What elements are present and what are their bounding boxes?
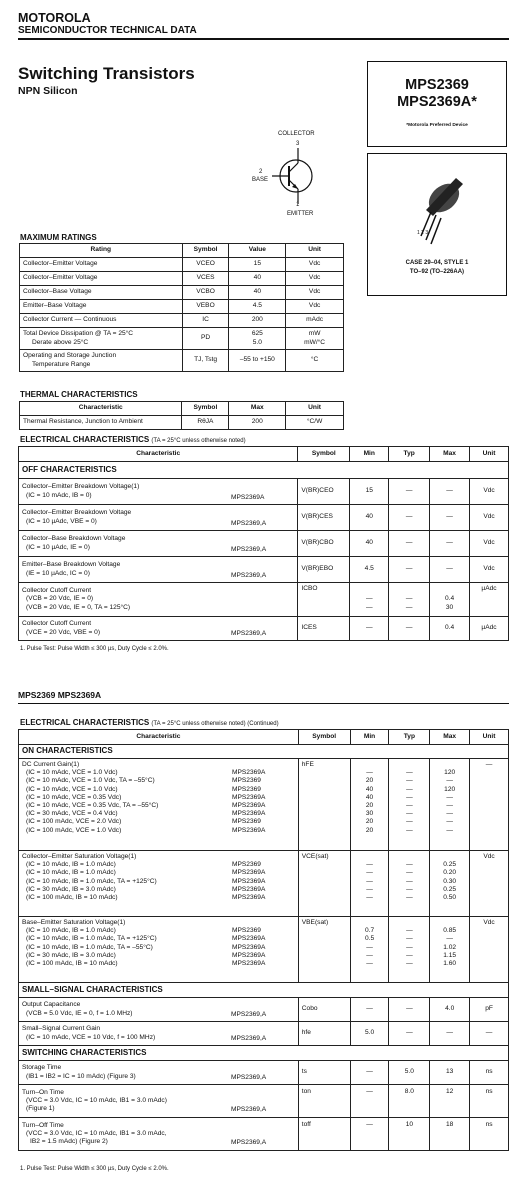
- page-subtitle: NPN Silicon: [18, 85, 78, 97]
- on-characteristics-table: Characteristic Symbol Min Typ Max Unit ON CHARACTERISTICS DC Current Gain(1) (IC = 10 mAdc, VCE = 1.0 Vdc) (IC = 10 mAdc, VCE = 1.0 Vdc, TA = –55°C) (IC = 10 mAdc, VCE = 1.0 Vdc) (IC = 10 mAdc, VCE = 0.35 Vdc) (IC = 10 mAdc, VCE = 0.35 Vdc, TA = –55°C) (IC = 30 mAdc, VCE = 0.4 Vdc) (IC = 100 mAdc, VCE = 2.0 Vdc) (IC = 100 mAdc, VCE = 1.0 Vdc) MPS2369A MPS2369 MPS2369 MPS2369A MPS2369A MPS2369A MPS2369 MPS2369A hFE — 20 40 40 20 30 20 20 — — — — — — — — 120 — 120 — — — — — — Collector–Emitter Saturation Voltage(1) (IC = 10 mAdc, IB = 1.0 mAdc) (IC = 10 mAdc, IB = 1.0 mAdc) (IC = 10 mAdc, IB = 1.0 mAdc, TA = +125°C) (IC = 30 mAdc, IB = 3.0 mAdc) (IC = 100 mAdc, IB = 10 mAdc) MPS2369 MPS2369A MPS2369A MPS2369A MPS2369A VCE(sat) — — — — — — — — — — 0.25 0.20 0.30 0.25 0.50 Vdc Base–Emitter Saturation Voltage(1) (IC = 10 mAdc, IB = 1.0 mAdc) (IC = 10 mAdc, IB = 1.0 mAdc, TA = +125°C) (IC = 10 mAdc, IB = 1.0 mAdc, TA = –55°C) (IC = 30 mAdc, IB = 3.0 mAdc) (IC = 100 mAdc, IB = 10 mAdc) MPS2369 MPS2369A MPS2369A MPS2369A MPS2369A VBE(sat) 0.7 0.5 — — — — — — — — 0.85 — 1.02 1.15 1.60 Vdc SMALL–SIGNAL CHARACTERISTICS Output Capacitance (VCB = 5.0 Vdc, IE = 0, f = 1.0 MHz) MPS2369,A Cobo — — 4.0 pF Small–Signal Current Gain (IC = 10 mAdc, VCE = 10 Vdc, f = 100 MHz) MPS2369,A hfe 5.0 — — — SWITCHING CHARACTERISTICS Storage Time (IB1 = IB2 = IC = 10 mAdc) (Figure 3) MPS2369,A ts — 5.0 13 ns Turn–On Time (VCC = 3.0 Vdc, IC = 10 mAdc, IB1 = 3.0 mAdc) (Figure 1) MPS2369,A ton — 8.0 12 ns Turn–Off Time (VCC = 3.0 Vdc, IC = 10 mAdc, IB1 = 3.0 mAdc, IB2 = 1.5 mAdc) (Figure 2) MPS2369,A toff — 10 18 ns: [18, 729, 509, 1151]
- collector-label: COLLECTOR: [278, 131, 315, 137]
- table-row: Collector–Emitter Breakdown Voltage (IC = 10 µAdc, VBE = 0) MPS2369,A V(BR)CES 40 — — Vdc: [19, 505, 509, 531]
- col-rating: Rating: [20, 244, 183, 258]
- table-row: Base–Emitter Saturation Voltage(1) (IC = 10 mAdc, IB = 1.0 mAdc) (IC = 10 mAdc, IB = 1.0 mAdc, TA = +125°C) (IC = 10 mAdc, IB = 1.0 mAdc, TA = –55°C) (IC = 30 mAdc, IB = 3.0 mAdc) (IC = 100 mAdc, IB = 10 mAdc) MPS2369 MPS2369A MPS2369A MPS2369A MPS2369A VBE(sat) 0.7 0.5 — — — — — — — — 0.85 — 1.02 1.15 1.60 Vdc: [19, 917, 509, 983]
- package-box: [367, 153, 507, 296]
- part-number-box: [367, 61, 507, 147]
- col-value: Value: [229, 244, 286, 258]
- table-row: Thermal Resistance, Junction to Ambient RθJA 200 °C/W: [20, 416, 344, 430]
- elec-char-title-2: ELECTRICAL CHARACTERISTICS (TA = 25°C unless otherwise noted) (Continued): [20, 718, 279, 727]
- col-symbol: Symbol: [182, 244, 229, 258]
- header-rule: [18, 38, 509, 40]
- table-row: Collector–Base Voltage VCBO 40 Vdc: [20, 286, 344, 300]
- doc-subtitle: SEMICONDUCTOR TECHNICAL DATA: [18, 25, 197, 36]
- footnote-2: 1. Pulse Test: Pulse Width ≤ 300 µs, Duty Cycle ≤ 2.0%.: [20, 1166, 169, 1172]
- package-pin-numbers: 1 2 3: [417, 230, 429, 236]
- table-row: Collector Cutoff Current (VCE = 20 Vdc, VBE = 0) MPS2369,A ICES — — 0.4 µAdc: [19, 617, 509, 641]
- case-label: CASE 29–04, STYLE 1: [405, 260, 469, 266]
- section-switching: SWITCHING CHARACTERISTICS: [19, 1046, 509, 1061]
- footnote-1: 1. Pulse Test: Pulse Width ≤ 300 µs, Duty Cycle ≤ 2.0%.: [20, 646, 169, 652]
- col-unit: Unit: [286, 244, 344, 258]
- table-row: Emitter–Base Voltage VEBO 4.5 Vdc: [20, 300, 344, 314]
- to92-package-icon: [368, 154, 505, 249]
- page2-rule: [18, 703, 509, 704]
- emitter-pin: 1: [296, 202, 300, 208]
- table-row: Turn–Off Time (VCC = 3.0 Vdc, IC = 10 mAdc, IB1 = 3.0 mAdc, IB2 = 1.5 mAdc) (Figure 2) MPS2369,A toff — 10 18 ns: [19, 1118, 509, 1151]
- table-row: Operating and Storage Junction Temperature Range TJ, Tstg –55 to +150 °C: [20, 350, 344, 372]
- table-row: Total Device Dissipation @ TA = 25°C Derate above 25°C PD 625 5.0 mW mW/°C: [20, 328, 344, 350]
- max-ratings-title: MAXIMUM RATINGS: [20, 233, 97, 242]
- elec-char-title: ELECTRICAL CHARACTERISTICS (TA = 25°C unless otherwise noted): [20, 435, 246, 444]
- table-row: Collector Cutoff Current (VCB = 20 Vdc, IE = 0) (VCB = 20 Vdc, IE = 0, TA = 125°C) ICBO — — — — 0.4 30 µAdc: [19, 583, 509, 617]
- table-row: Storage Time (IB1 = IB2 = IC = 10 mAdc) (Figure 3) MPS2369,A ts — 5.0 13 ns: [19, 1061, 509, 1085]
- brand-header: MOTOROLA: [18, 11, 91, 25]
- preferred-device-note: *Motorola Preferred Device: [406, 123, 468, 128]
- table-row: Output Capacitance (VCB = 5.0 Vdc, IE = 0, f = 1.0 MHz) MPS2369,A Cobo — — 4.0 pF: [19, 998, 509, 1022]
- off-characteristics-table: Characteristic Symbol Min Typ Max Unit OFF CHARACTERISTICS Collector–Emitter Breakdown Voltage(1) (IC = 10 mAdc, IB = 0) MPS2369A V(BR)CEO 15 — — Vdc Collector–Emitter Breakdown Voltage (IC = 10 µAdc, VBE = 0) MPS2369,A V(BR)CES 40 — — Vdc Collector–Base Breakdown Voltage (IC = 10 µAdc, IE = 0) MPS2369,A V(BR)CBO 40 — — Vdc Emitter–Base Breakdown Voltage (IE = 10 µAdc, IC = 0) MPS2369,A V(BR)EBO 4.5 — — Vdc Collector Cutoff Current (VCB = 20 Vdc, IE = 0) (VCB = 20 Vdc, IE = 0, TA = 125°C) ICBO — — — — 0.4 30 µAdc Collector Cutoff Current (VCE = 20 Vdc, VBE = 0) MPS2369,A ICES — — 0.4 µAdc: [18, 446, 509, 641]
- page2-header: MPS2369 MPS2369A: [18, 690, 102, 700]
- table-row: Small–Signal Current Gain (IC = 10 mAdc, VCE = 10 Vdc, f = 100 MHz) MPS2369,A hfe 5.0 — — —: [19, 1022, 509, 1046]
- base-pin: 2: [259, 169, 263, 175]
- page-title: Switching Transistors: [18, 64, 195, 83]
- collector-pin: 3: [296, 141, 300, 147]
- thermal-table: Characteristic Symbol Max Unit Thermal Resistance, Junction to Ambient RθJA 200 °C/W: [19, 401, 344, 430]
- table-row: Collector–Base Breakdown Voltage (IC = 10 µAdc, IE = 0) MPS2369,A V(BR)CBO 40 — — Vdc: [19, 531, 509, 557]
- table-row: Collector–Emitter Voltage VCEO 15 Vdc: [20, 258, 344, 272]
- part-number-2: MPS2369A*: [397, 94, 477, 110]
- emitter-label: EMITTER: [287, 211, 314, 217]
- section-on: ON CHARACTERISTICS: [19, 745, 509, 759]
- section-small-signal: SMALL–SIGNAL CHARACTERISTICS: [19, 983, 509, 998]
- part-number-1: MPS2369: [405, 77, 469, 93]
- base-label: BASE: [252, 177, 269, 183]
- thermal-title: THERMAL CHARACTERISTICS: [20, 390, 138, 399]
- package-label: TO–92 (TO–226AA): [409, 269, 465, 275]
- max-ratings-table: [19, 243, 344, 372]
- table-row: Turn–On Time (VCC = 3.0 Vdc, IC = 10 mAdc, IB1 = 3.0 mAdc) (Figure 1) MPS2369,A ton — 8.0 12 ns: [19, 1085, 509, 1118]
- table-row: Collector Current — Continuous IC 200 mAdc: [20, 314, 344, 328]
- table-row: Collector–Emitter Voltage VCES 40 Vdc: [20, 272, 344, 286]
- table-row: DC Current Gain(1) (IC = 10 mAdc, VCE = 1.0 Vdc) (IC = 10 mAdc, VCE = 1.0 Vdc, TA = –55°C) (IC = 10 mAdc, VCE = 1.0 Vdc) (IC = 10 mAdc, VCE = 0.35 Vdc) (IC = 10 mAdc, VCE = 0.35 Vdc, TA = –55°C) (IC = 30 mAdc, VCE = 0.4 Vdc) (IC = 100 mAdc, VCE = 2.0 Vdc) (IC = 100 mAdc, VCE = 1.0 Vdc) MPS2369A MPS2369 MPS2369 MPS2369A MPS2369A MPS2369A MPS2369 MPS2369A hFE — 20 40 40 20 30 20 20 — — — — — — — — 120 — 120 — — — — — —: [19, 759, 509, 851]
- table-row: Collector–Emitter Breakdown Voltage(1) (IC = 10 mAdc, IB = 0) MPS2369A V(BR)CEO 15 — — Vdc: [19, 479, 509, 505]
- section-off: OFF CHARACTERISTICS: [19, 462, 509, 479]
- table-row: Emitter–Base Breakdown Voltage (IE = 10 µAdc, IC = 0) MPS2369,A V(BR)EBO 4.5 — — Vdc: [19, 557, 509, 583]
- npn-transistor-symbol-icon: [268, 148, 318, 204]
- table-row: Collector–Emitter Saturation Voltage(1) (IC = 10 mAdc, IB = 1.0 mAdc) (IC = 10 mAdc, IB = 1.0 mAdc) (IC = 10 mAdc, IB = 1.0 mAdc, TA = +125°C) (IC = 30 mAdc, IB = 3.0 mAdc) (IC = 100 mAdc, IB = 10 mAdc) MPS2369 MPS2369A MPS2369A MPS2369A MPS2369A VCE(sat) — — — — — — — — — — 0.25 0.20 0.30 0.25 0.50 Vdc: [19, 851, 509, 917]
